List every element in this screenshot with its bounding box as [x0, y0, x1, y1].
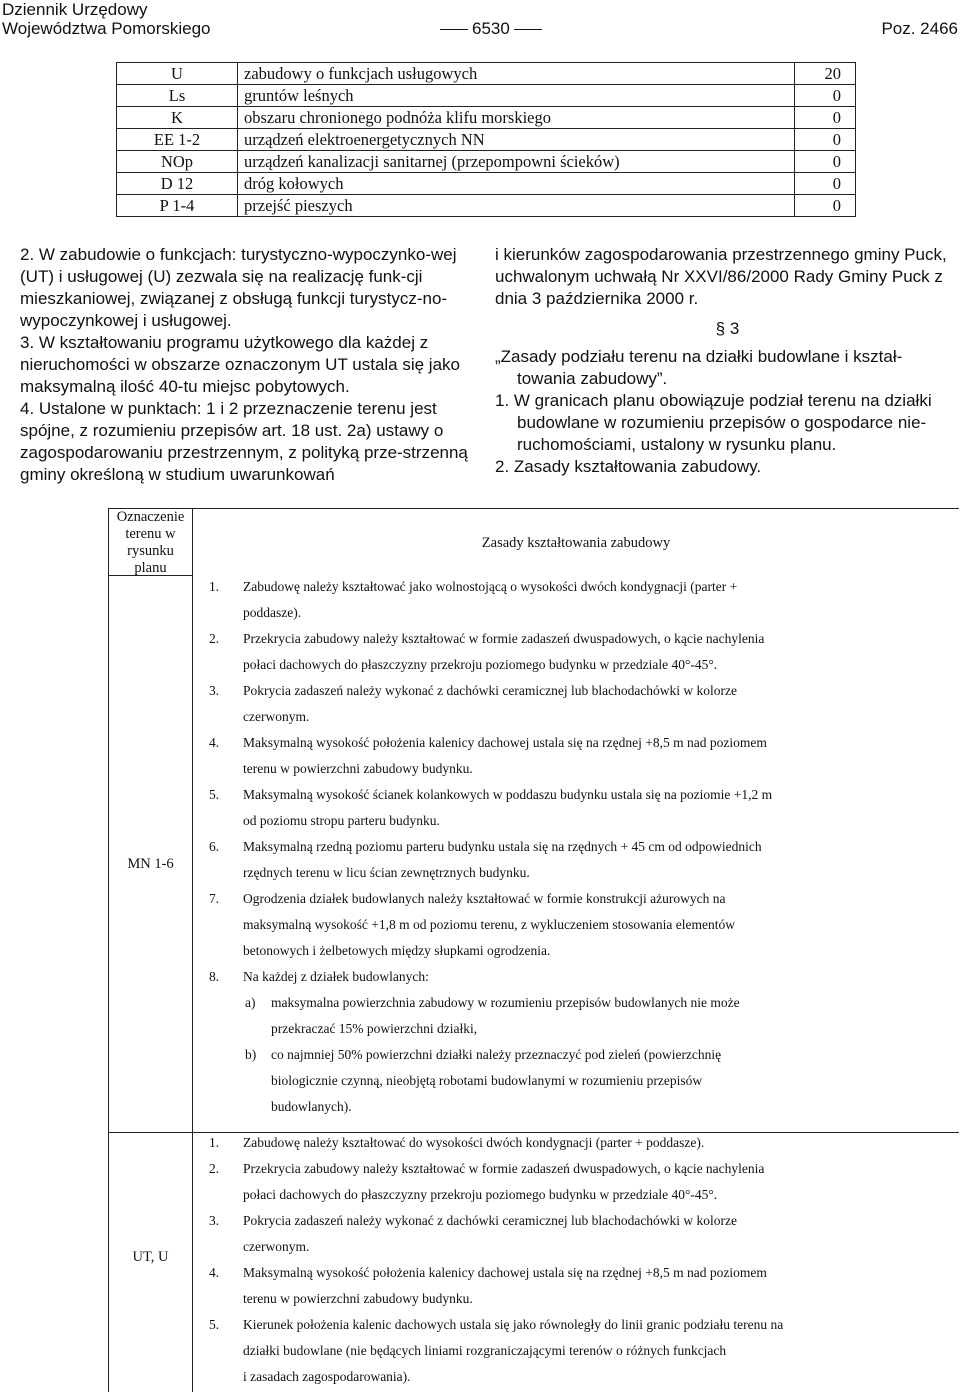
land-use-table — [116, 62, 856, 217]
table-row: D 12 dróg kołowych 0 — [117, 173, 856, 195]
rules-table-header — [108, 508, 959, 575]
paragraph-continuation: i kierunków zagospodarowania przestrzennego gminy Puck, uchwalonym uchwałą Nr XXVI/86/2000 Rady Gminy Puck z dnia 3 października 2000 r. — [495, 245, 947, 308]
designation-cell-mn: MN 1-6 — [109, 574, 193, 1133]
table-row: K obszaru chronionego podnóża klifu morskiego 0 — [117, 107, 856, 129]
journal-title: Dziennik Urzędowy — [2, 0, 148, 19]
designation-cell-ut: UT, U — [109, 1133, 193, 1392]
paragraph-4: 4. Ustalone w punktach: 1 i 2 przeznaczenie terenu jest spójne, z rozumieniu przepisów art. 18 ust. 2a) ustawy o zagospodarowaniu przestrzennym, z polityką prze-strzenną gminy określoną w studium uwarunkowań — [20, 399, 468, 484]
column-header-rules: Zasady kształtowania zabudowy — [481, 535, 671, 551]
section-title: „Zasady podziału terenu na działki budowlane i kształ-towania zabudowy”. — [495, 347, 903, 388]
rules-block-ut: UT, U 1. Zabudowę należy kształtować do wysokości dwóch kondygnacji (parter + poddasze). 2. Przekrycia zabudowy należy kształtować w formie zadaszeń dwuspadowych, o kącie nachylenia połaci dachowych do płaszczyzny przekroju poziomego budynku w przedziale 40°-45°. 3. Pokrycia zadaszeń należy wykonać z dachówki ceramicznej lub blachodachówki w kolorze czerwonym. 4. Maksymalną wysokość położenia kalenicy dachowej ustala się na rzędnej +8,5 m nad poziomem terenu w powierzchni zabudowy budynku. 5. Kierunek położenia kalenic dachowych ustala się jako równoległy do linii granic podziału terenu na działki budowlane (nie będących liniami rozgraniczającymi terenów o różnych funkcjach i zasadach zagospodarowania). — [108, 1132, 959, 1392]
table-row: EE 1-2 urządzeń elektroenergetycznych NN 0 — [117, 129, 856, 151]
table-row: P 1-4 przejść pieszych 0 — [117, 195, 856, 217]
section-heading: § 3 — [715, 319, 740, 338]
table-row: Ls gruntów leśnych 0 — [117, 85, 856, 107]
page-header — [0, 0, 960, 44]
table-row: U zabudowy o funkcjach usługowych 20 — [117, 63, 856, 85]
right-text-column — [495, 244, 960, 478]
column-header-designation: Oznaczenie terenu w rysunku planu — [109, 509, 193, 576]
table-row: NOp urządzeń kanalizacji sanitarnej (przepompowni ścieków) 0 — [117, 151, 856, 173]
paragraph-2-right: 2. Zasady kształtowania zabudowy. — [495, 457, 762, 476]
journal-region: Województwa Pomorskiego — [2, 19, 211, 38]
paragraph-2: 2. W zabudowie o funkcjach: turystyczno-wypoczynko-wej (UT) i usługowej (U) zezwala się na realizację funk-cji mieszkaniowej, związanej z obsługą funkcji turystycz-no-wypoczynkowej i usługowej. — [20, 245, 457, 330]
page-number: 6530 — [436, 19, 546, 38]
rules-block-mn: MN 1-6 1. Zabudowę należy kształtować jako wolnostojącą o wysokości dwóch kondygnacji (parter + poddasze). 2. Przekrycia zabudowy należy kształtować w formie zadaszeń dwuspadowych, o kącie nachylenia połaci dachowych do płaszczyzny przekroju poziomego budynku w przedziale 40°-45°. 3. Pokrycia zadaszeń należy wykonać z dachówki ceramicznej lub blachodachówki w kolorze czerwonym. 4. Maksymalną wysokość położenia kalenicy dachowej ustala się na rzędnej +8,5 m nad poziomem terenu w powierzchni zabudowy budynku. 5. Maksymalną wysokość ścianek kolankowych w poddaszu budynku ustala się na poziomie +1,2 m od poziomu stropu parteru budynku. 6. Maksymalną rzedną poziomu parteru budynku ustala się na rzędnych + 45 cm od odpowiednich rzędnych terenu w licu ścian zewnętrznych budynku. 7. Ogrodzenia działek budowlanych należy kształtować w formie konstrukcji ażurowych na maksymalną wysokość +1,8 m od poziomu terenu, z wykluczeniem stosowania elementów betonowych i żelbetowych między słupkami ogrodzenia. 8. Na każdej z działek budowlanych: a) maksymalna powierzchnia zabudowy w rozumieniu przepisów budowlanych nie może przekraczać 15% powierzchni działki, b) co najmniej 50% powierzchni działki należy przeznaczyć pod zieleń (powierzchnię biologicznie czynną, nieobjętą robotami budowlanymi w rozumieniu przepisów budowlanych). — [108, 574, 959, 1132]
position-number: Poz. 2466 — [881, 19, 958, 38]
paragraph-1: 1. W granicach planu obowiązuje podział terenu na działki budowlane w rozumieniu przepisów o gospodarce nie-ruchomościami, ustalony w rysunku planu. — [495, 391, 932, 454]
left-text-column — [20, 244, 470, 486]
paragraph-3: 3. W kształtowaniu programu użytkowego dla każdej z nieruchomości w obszarze oznaczonym UT ustala się jako maksymalną ilość 40-tu miejsc pobytowych. — [20, 333, 460, 396]
